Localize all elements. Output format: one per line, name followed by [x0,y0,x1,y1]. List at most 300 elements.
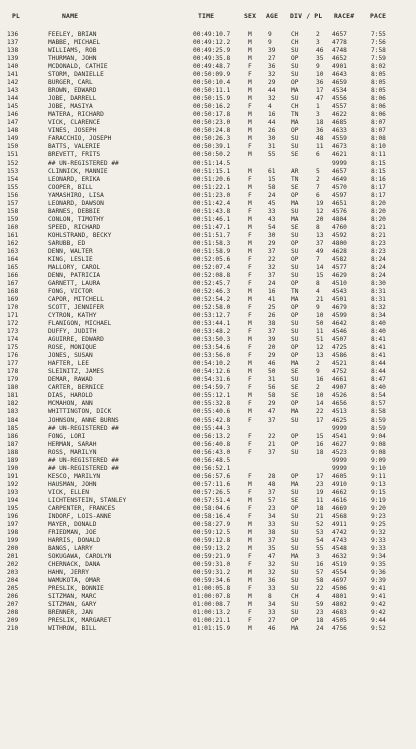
place-cell: 159 [7,215,19,223]
finish-time-cell: 00:50:10.4 [193,79,231,87]
race-number-cell: 4546 [332,328,347,336]
division-cell: SE [291,223,299,231]
race-number-cell: 9999 [332,464,347,472]
race-number-cell: 9999 [332,424,347,432]
place-cell: 165 [7,263,19,271]
header-sex: SEX [244,12,257,20]
age-cell: 41 [268,296,276,304]
runner-name-cell: THURMAN, JOHN [48,55,97,63]
result-row [0,617,416,625]
sex-cell: M [248,520,252,528]
race-number-cell: 4659 [332,79,347,87]
age-cell: 33 [268,609,276,617]
header-race-number: RACE# [334,12,355,20]
pace-cell: 9:42 [371,601,386,609]
result-row [0,320,416,328]
division-place-cell: 14 [316,400,324,408]
finish-time-cell: 00:56:48.5 [193,456,231,464]
race-number-cell: 4901 [332,63,347,71]
division-cell: CH [291,103,299,111]
sex-cell: M [248,119,252,127]
division-cell: OP [291,440,299,448]
sex-cell: M [248,135,252,143]
runner-name-cell: HAUSMAN, JOHN [48,480,97,488]
age-cell: 33 [268,207,276,215]
place-cell: 207 [7,601,19,609]
sex-cell: F [248,63,252,71]
runner-name-cell: LICHTENSTEIN, STANLEY [48,496,127,504]
place-cell: 150 [7,143,19,151]
place-cell: 191 [7,472,19,480]
place-cell: 169 [7,296,19,304]
result-row [0,625,416,633]
race-number-cell: 4657 [332,31,347,38]
race-number-cell: 4632 [332,553,347,561]
runner-name-cell: CAPOR, MITCHELL [48,296,104,304]
runner-name-cell: LEONARD, ERIKA [48,175,101,183]
race-number-cell: 4629 [332,271,347,279]
division-place-cell: 50 [316,320,324,328]
race-number-cell: 4907 [332,384,347,392]
division-place-cell: 37 [316,239,324,247]
sex-cell: F [248,263,252,271]
result-row [0,160,416,168]
division-cell: OP [291,191,299,199]
pace-cell: 8:07 [371,127,386,135]
division-place-cell: 59 [316,601,324,609]
place-cell: 167 [7,279,19,287]
result-row [0,240,416,248]
race-number-cell: 4576 [332,207,347,215]
division-cell: CH [291,593,299,601]
result-row [0,505,416,513]
finish-time-cell: 01:00:21.1 [193,617,231,625]
pace-cell: 8:08 [371,135,386,143]
runner-name-cell: WILLIAMS, ROB [48,47,97,55]
race-number-cell: 4742 [332,528,347,536]
race-number-cell: 4605 [332,472,347,480]
pace-cell: 8:07 [371,119,386,127]
place-cell: 161 [7,231,19,239]
result-row [0,208,416,216]
finish-time-cell: 01:00:05.8 [193,585,231,593]
race-number-cell: 9999 [332,456,347,464]
place-cell: 160 [7,223,19,231]
sex-cell: M [248,288,252,295]
race-number-cell: 4505 [332,617,347,625]
sex-cell: F [248,472,252,480]
division-cell: SU [291,585,299,593]
runner-name-cell: PRESLIK, MARGARET [48,617,112,625]
race-number-cell: 4570 [332,183,347,191]
header-pl: PL [12,12,21,20]
age-cell: 23 [268,504,276,512]
runner-name-cell: SPEED, RICHARD [48,223,101,231]
result-row [0,473,416,481]
race-number-cell: 4627 [332,440,347,448]
race-number-cell: 4910 [332,480,347,488]
sex-cell: F [248,271,252,279]
pace-cell: 7:56 [371,39,386,47]
race-number-cell: 4548 [332,545,347,552]
pace-cell: 9:35 [371,561,386,569]
pace-cell: 8:15 [371,167,386,175]
race-number-cell: 4519 [332,561,347,569]
division-cell: MA [291,625,299,633]
division-cell: SU [291,320,299,328]
result-row [0,601,416,609]
age-cell: 43 [268,215,276,223]
result-row [0,71,416,79]
pace-cell: 8:06 [371,111,386,119]
runner-name-cell: DIAS, HAROLD [48,392,93,400]
pace-cell: 9:36 [371,569,386,577]
sex-cell: M [248,167,252,175]
race-number-cell: 4649 [332,175,347,183]
result-row [0,168,416,176]
finish-time-cell: 00:56:57.6 [193,472,231,480]
place-cell: 180 [7,384,19,392]
sex-cell: M [248,199,252,207]
pace-cell: 8:59 [371,424,386,432]
pace-cell: 8:06 [371,95,386,103]
pace-cell: 8:40 [371,328,386,336]
division-cell: MA [291,553,299,561]
age-cell: 15 [268,175,276,183]
pace-cell: 8:23 [371,247,386,255]
division-cell: SE [291,384,299,392]
pace-cell: 9:20 [371,504,386,512]
finish-time-cell: 00:51:58.9 [193,247,231,255]
finish-time-cell: 00:52:05.6 [193,255,231,263]
result-row [0,312,416,320]
result-row [0,425,416,433]
race-number-cell: 4673 [332,143,347,151]
runner-name-cell: MATERA, RICHARD [48,111,104,119]
division-cell: TN [291,111,299,119]
sex-cell: M [248,577,252,585]
race-number-cell: 4543 [332,288,347,295]
finish-time-cell: 00:50:26.3 [193,135,231,143]
finish-time-cell: 00:51:22.1 [193,183,231,191]
place-cell: 170 [7,304,19,312]
finish-time-cell: 00:51:58.3 [193,239,231,247]
pace-cell: 8:34 [371,312,386,320]
pace-cell: 7:55 [371,31,386,38]
race-number-cell: 4669 [332,504,347,512]
runner-name-cell: HARRIS, DONALD [48,536,101,544]
pace-cell: 7:58 [371,47,386,55]
runner-name-cell: ## UN-REGISTERED ## [48,456,119,464]
division-place-cell: 7 [316,255,320,263]
division-cell: SU [291,528,299,536]
age-cell: 35 [268,545,276,552]
place-cell: 175 [7,344,19,352]
age-cell: 37 [268,448,276,456]
result-row [0,376,416,384]
pace-cell: 9:52 [371,625,386,633]
runner-name-cell: VICK, CLARENCE [48,119,101,127]
result-row [0,457,416,465]
division-place-cell: 11 [316,143,324,151]
division-place-cell: 3 [316,39,320,47]
sex-cell: M [248,95,252,103]
pace-cell: 9:39 [371,577,386,585]
age-cell: 54 [268,223,276,231]
place-cell: 198 [7,528,19,536]
sex-cell: F [248,609,252,617]
place-cell: 177 [7,360,19,368]
result-row [0,609,416,617]
finish-time-cell: 00:58:27.9 [193,520,231,528]
runner-name-cell: SOKUGAWA, CAROLYN [48,553,112,561]
division-place-cell: 58 [316,577,324,585]
sex-cell: F [248,488,252,496]
result-row [0,111,416,119]
race-number-cell: 4621 [332,151,347,159]
age-cell: 44 [268,119,276,127]
place-cell: 196 [7,512,19,520]
division-cell: MA [291,480,299,488]
place-cell: 192 [7,480,19,488]
age-cell: 61 [268,167,276,175]
runner-name-cell: PRESLIK, BONNIE [48,585,104,593]
finish-time-cell: 00:51:43.8 [193,207,231,215]
place-cell: 206 [7,593,19,601]
place-cell: 138 [7,47,19,55]
finish-time-cell: 00:51:46.1 [193,215,231,223]
result-row [0,264,416,272]
sex-cell: M [248,239,252,247]
finish-time-cell: 00:50:11.1 [193,87,231,95]
division-place-cell: 2 [316,360,320,368]
division-place-cell: 18 [316,119,324,127]
race-number-cell: 4510 [332,279,347,287]
sex-cell: F [248,143,252,151]
age-cell: 34 [268,601,276,609]
division-place-cell: 4 [316,288,320,295]
runner-name-cell: CLINNICK, MANNIE [48,167,108,175]
age-cell: 47 [268,408,276,416]
runner-name-cell: ## UN-REGISTERED ## [48,159,119,167]
runner-name-cell: AGUIRRE, EDWARD [48,336,104,344]
pace-cell: 8:15 [371,159,386,167]
runner-name-cell: CHERNACK, DANA [48,561,101,569]
header-name: NAME [62,12,79,20]
pace-cell: 8:40 [371,384,386,392]
division-cell: SU [291,207,299,215]
age-cell: 9 [268,31,272,38]
pace-cell: 8:21 [371,223,386,231]
division-cell: OP [291,127,299,135]
division-place-cell: 22 [316,585,324,593]
place-cell: 157 [7,199,19,207]
division-place-cell: 21 [316,296,324,304]
result-row [0,368,416,376]
result-row [0,449,416,457]
runner-name-cell: WITHROW, BILL [48,625,97,633]
header-div-pl: DIV / PL [290,12,323,20]
pace-cell: 8:41 [371,344,386,352]
runner-name-cell: JOHNSON, ANNE BURNS [48,416,119,424]
runner-name-cell: ## UN-REGISTERED ## [48,464,119,472]
division-place-cell: 53 [316,528,324,536]
result-row [0,352,416,360]
age-cell: 46 [268,625,276,633]
result-row [0,400,416,408]
runner-name-cell: BURGER, CARL [48,79,93,87]
place-cell: 183 [7,408,19,416]
pace-cell: 8:02 [371,63,386,71]
runner-name-cell: FLANIGON, MICHAEL [48,320,112,328]
division-cell: SU [291,561,299,569]
age-cell: 25 [268,304,276,312]
division-cell: SE [291,368,299,376]
pace-cell: 9:09 [371,456,386,464]
age-cell: 32 [268,561,276,569]
race-number-cell: 4802 [332,601,347,609]
runner-name-cell: CARPENTER, FRANCES [48,504,116,512]
finish-time-cell: 00:51:47.1 [193,223,231,231]
finish-time-cell: 00:55:12.1 [193,392,231,400]
result-row [0,529,416,537]
sex-cell: F [248,432,252,440]
division-place-cell: 13 [316,231,324,239]
place-cell: 152 [7,159,19,167]
finish-time-cell: 00:52:58.0 [193,304,231,312]
sex-cell: M [248,47,252,55]
pace-cell: 9:33 [371,536,386,544]
result-row [0,151,416,159]
results-list [0,31,416,633]
pace-cell: 9:04 [371,432,386,440]
runner-name-cell: DEMAR, RAWAD [48,376,93,384]
division-cell: SU [291,512,299,520]
runner-name-cell: YAMASHIRO, LISA [48,191,104,199]
age-cell: 30 [268,135,276,143]
race-number-cell: 4685 [332,119,347,127]
race-number-cell: 4592 [332,231,347,239]
pace-cell: 8:05 [371,79,386,87]
result-row [0,143,416,151]
finish-time-cell: 00:51:42.4 [193,199,231,207]
sex-cell: F [248,440,252,448]
age-cell: 38 [268,320,276,328]
age-cell: 36 [268,577,276,585]
division-place-cell: 18 [316,504,324,512]
age-cell: 34 [268,512,276,520]
runner-name-cell: HAHN, JERRY [48,569,89,577]
finish-time-cell: 00:50:24.8 [193,127,231,135]
place-cell: 163 [7,247,19,255]
division-cell: OP [291,400,299,408]
header-age: AGE [266,12,279,20]
age-cell: 45 [268,199,276,207]
division-cell: TN [291,175,299,183]
age-cell: 55 [268,151,276,159]
race-number-cell: 4643 [332,71,347,79]
race-number-cell: 4526 [332,392,347,400]
finish-time-cell: 01:00:08.7 [193,601,231,609]
division-cell: SU [291,271,299,279]
division-place-cell: 21 [316,512,324,520]
division-cell: MA [291,87,299,95]
runner-name-cell: ## UN-REGISTERED ## [48,424,119,432]
runner-name-cell: FARACCHIO, JOSEPH [48,135,112,143]
column-header-row [0,12,416,26]
sex-cell: F [248,191,252,199]
division-place-cell: 19 [316,488,324,496]
sex-cell: F [248,103,252,111]
pace-cell: 8:10 [371,143,386,151]
finish-time-cell: 00:53:12.7 [193,312,231,320]
runner-name-cell: DUFFY, JUDITH [48,328,97,336]
result-row [0,47,416,55]
race-number-cell: 4911 [332,520,347,528]
race-number-cell: 4534 [332,87,347,95]
division-cell: OP [291,255,299,263]
sex-cell: F [248,448,252,456]
sex-cell: F [248,561,252,569]
age-cell: 29 [268,352,276,360]
race-number-cell: 4800 [332,239,347,247]
pace-cell: 8:20 [371,199,386,207]
pace-cell: 8:24 [371,271,386,279]
runner-name-cell: FONG, LORI [48,432,86,440]
division-cell: SU [291,376,299,384]
place-cell: 208 [7,609,19,617]
sex-cell: F [248,312,252,320]
finish-time-cell: 01:00:07.8 [193,593,231,601]
runner-name-cell: CYTRON, KATHY [48,312,97,320]
result-row [0,248,416,256]
division-cell: SU [291,47,299,55]
sex-cell: M [248,593,252,601]
result-row [0,384,416,392]
division-place-cell: 6 [316,151,320,159]
finish-time-cell: 00:50:09.9 [193,71,231,79]
race-number-cell: 4521 [332,360,347,368]
finish-time-cell: 01:01:15.9 [193,625,231,633]
pace-cell: 8:17 [371,191,386,199]
division-cell: MA [291,215,299,223]
finish-time-cell: 00:56:52.1 [193,464,231,472]
result-row [0,55,416,63]
finish-time-cell: 00:52:46.3 [193,288,231,295]
division-place-cell: 17 [316,472,324,480]
result-row [0,392,416,400]
age-cell: 32 [268,95,276,103]
place-cell: 179 [7,376,19,384]
place-cell: 176 [7,352,19,360]
age-cell: 31 [268,143,276,151]
finish-time-cell: 00:50:17.8 [193,111,231,119]
division-cell: SU [291,63,299,71]
division-cell: OP [291,432,299,440]
division-place-cell: 36 [316,127,324,135]
finish-time-cell: 00:56:43.0 [193,448,231,456]
finish-time-cell: 00:55:42.8 [193,416,231,424]
sex-cell: F [248,553,252,561]
race-number-cell: 4586 [332,352,347,360]
runner-name-cell: VICK, ELLEN [48,488,89,496]
race-number-cell: 4541 [332,432,347,440]
finish-time-cell: 00:54:59.7 [193,384,231,392]
division-place-cell: 8 [316,223,320,231]
finish-time-cell: 00:49:12.2 [193,39,231,47]
race-number-cell: 4657 [332,167,347,175]
pace-cell: 9:15 [371,488,386,496]
